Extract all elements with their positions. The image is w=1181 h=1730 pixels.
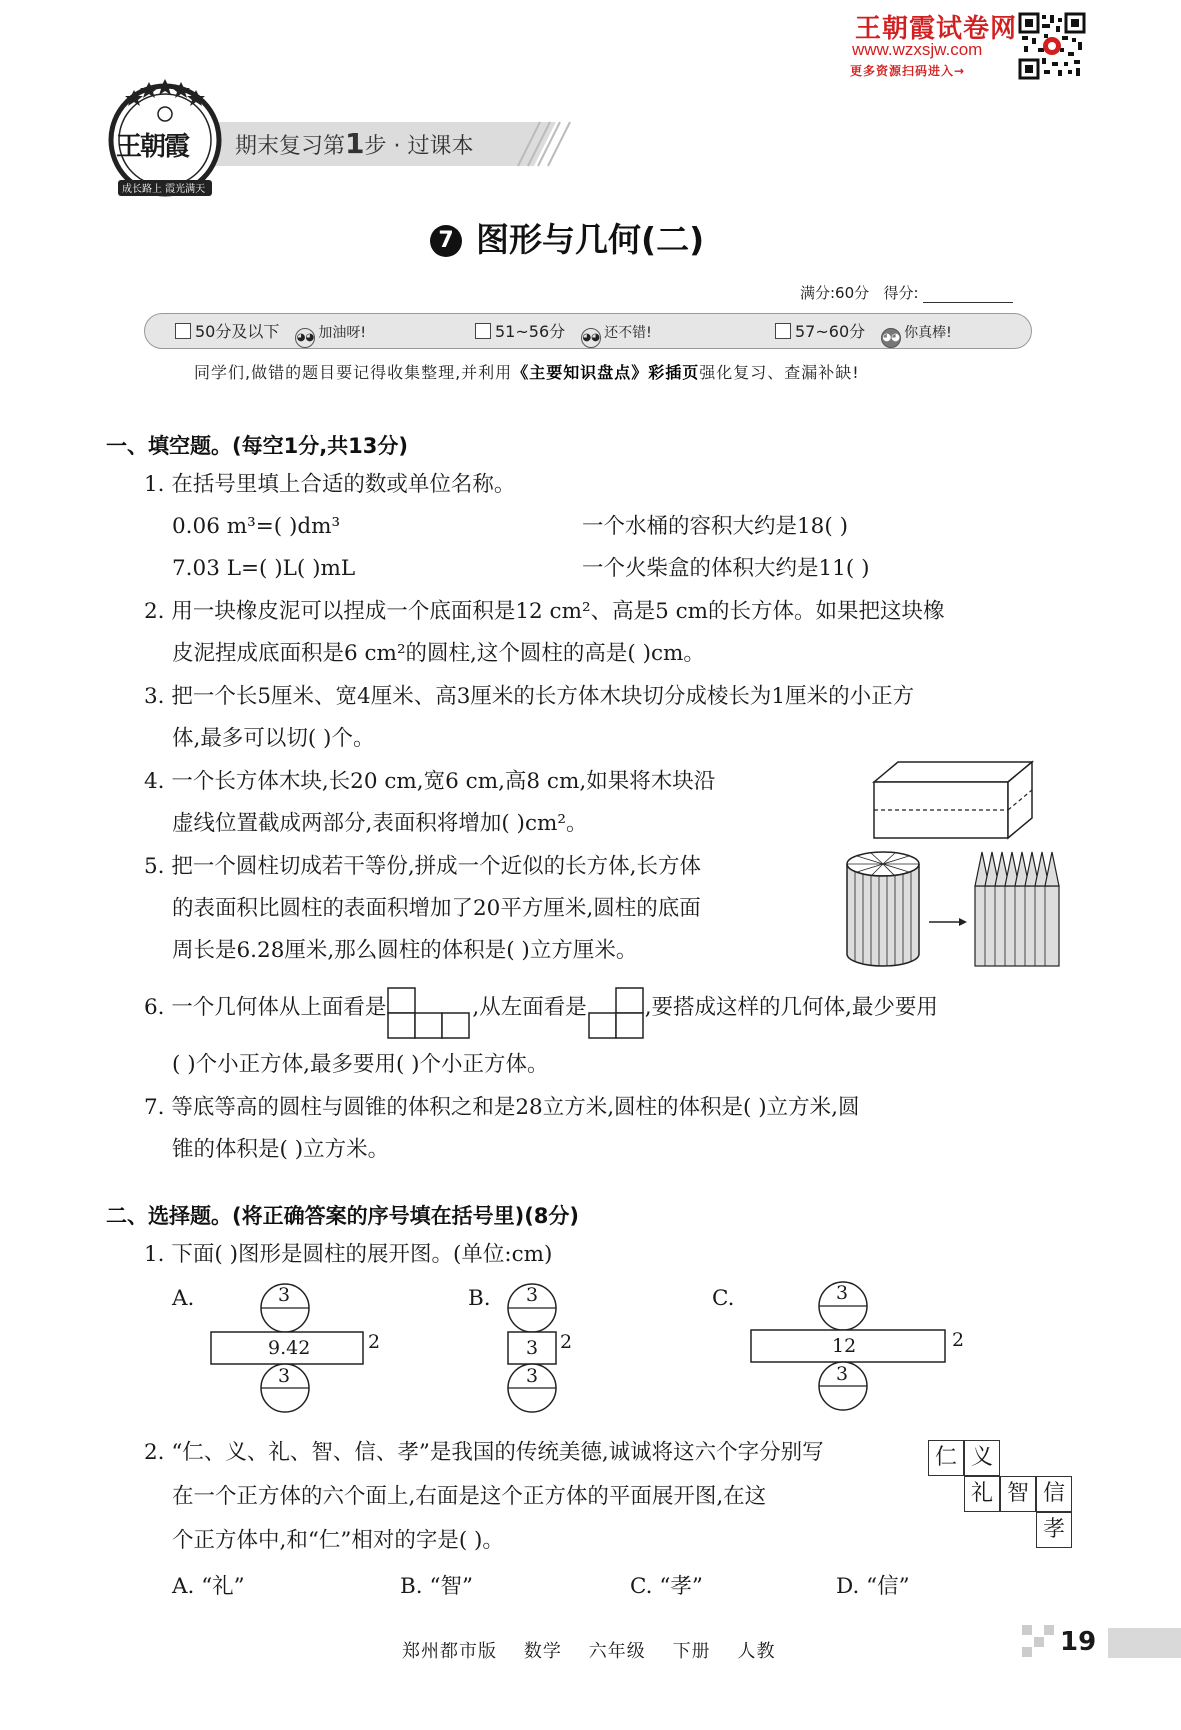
smiley-face-icon: ◕◕	[581, 328, 601, 348]
question-6-line2: ( )个小正方体,最多要用( )个小正方体。	[172, 1052, 549, 1077]
checkbox[interactable]	[775, 323, 791, 339]
option-a-mid: 9.42	[268, 1337, 311, 1359]
rating-bar	[144, 313, 1032, 349]
question-1b: 一个水桶的容积大约是18( )	[582, 514, 848, 539]
option-b-top: 3	[526, 1284, 539, 1306]
option-a-bottom: 3	[278, 1365, 291, 1387]
net-face: 信	[1036, 1476, 1072, 1512]
option-c-mid: 12	[832, 1335, 857, 1357]
smiley-face-icon: ◕◕	[881, 328, 901, 348]
question-4-line2: 虚线位置截成两部分,表面积将增加( )cm²。	[172, 811, 588, 836]
logo-text: 王朝霞	[116, 132, 189, 162]
option-b-net	[505, 1282, 585, 1414]
brand-url[interactable]: www.wzxsjw.com	[852, 40, 983, 59]
question-2-line1: 2. 用一块橡皮泥可以捏成一个底面积是12 cm²、高是5 cm的长方体。如果把这块橡	[144, 599, 945, 624]
choice-question-2-line3: 个正方体中,和“仁”相对的字是( )。	[172, 1528, 504, 1553]
question-3-line2: 体,最多可以切( )个。	[172, 726, 375, 751]
question-5-line3: 周长是6.28厘米,那么圆柱的体积是( )立方厘米。	[172, 938, 638, 963]
page-number: 19	[1060, 1627, 1097, 1657]
question-1-stem: 1. 在括号里填上合适的数或单位名称。	[144, 472, 516, 497]
question-6-line1: 6. 一个几何体从上面看是 ,从左面看是 ,要搭成这样的几何体,最少要用	[144, 986, 938, 1040]
cylinder-to-cuboid-figure	[845, 850, 1065, 970]
question-1a: 0.06 m³=( )dm³	[172, 514, 341, 539]
option-c-top: 3	[836, 1282, 849, 1304]
choice-c[interactable]: C. “孝”	[630, 1574, 703, 1599]
logo-slogan: 成长路上 霞光满天	[122, 184, 206, 195]
choice-b[interactable]: B. “智”	[400, 1574, 473, 1599]
option-b-bottom: 3	[526, 1365, 539, 1387]
checkbox[interactable]	[475, 323, 491, 339]
section-number: 7	[430, 225, 462, 257]
option-c-label[interactable]: C.	[712, 1286, 735, 1311]
brand-title: 王朝霞试卷网	[855, 14, 1018, 44]
page-bar	[1108, 1628, 1181, 1658]
question-3-line1: 3. 把一个长5厘米、宽4厘米、高3厘米的长方体木块切分成棱长为1厘米的小正方	[144, 684, 915, 709]
rating-item-mid: 51~56分 ◕◕ 还不错!	[475, 319, 652, 348]
left-view-figure	[587, 986, 645, 1040]
choice-question-2-line1: 2. “仁、义、礼、智、信、孝”是我国的传统美德,诚诚将这六个字分别写	[144, 1440, 824, 1465]
option-b-mid: 3	[526, 1337, 539, 1359]
brand-logo	[104, 76, 226, 206]
question-2-line2: 皮泥捏成底面积是6 cm²的圆柱,这个圆柱的高是( )cm。	[172, 641, 705, 666]
part2-heading: 二、选择题。(将正确答案的序号填在括号里)(8分)	[106, 1204, 580, 1228]
part1-heading: 一、填空题。(每空1分,共13分)	[106, 434, 409, 458]
qr-code-icon[interactable]	[1018, 12, 1086, 80]
question-4-line1: 4. 一个长方体木块,长20 cm,宽6 cm,高8 cm,如果将木块沿	[144, 769, 716, 794]
net-face: 礼	[964, 1476, 1000, 1512]
choice-d[interactable]: D. “信”	[836, 1574, 910, 1599]
page-title: 7 图形与几何(二)	[430, 214, 704, 261]
net-face: 智	[1000, 1476, 1036, 1512]
page-corner-squares-icon	[1022, 1625, 1054, 1657]
footer-edition: 郑州都市版 数学 六年级 下册 人教	[402, 1641, 776, 1662]
option-b-label[interactable]: B.	[468, 1286, 491, 1311]
banner-text: 期末复习第1步 · 过课本	[235, 127, 474, 160]
rating-item-high: 57~60分 ◕◕ 你真棒!	[775, 319, 952, 348]
cuboid-figure	[872, 760, 1040, 840]
rating-item-low: 50分及以下 ◕◕ 加油呀!	[175, 319, 366, 348]
question-5-line2: 的表面积比圆柱的表面积增加了20平方厘米,圆柱的底面	[172, 896, 701, 921]
net-face: 仁	[928, 1440, 964, 1476]
choice-question-2-line2: 在一个正方体的六个面上,右面是这个正方体的平面展开图,在这	[172, 1484, 767, 1509]
net-face: 义	[964, 1440, 1000, 1476]
question-7-line2: 锥的体积是( )立方米。	[172, 1137, 390, 1162]
option-a-label[interactable]: A.	[172, 1286, 195, 1311]
question-1d: 一个火柴盒的体积大约是11( )	[582, 556, 870, 581]
choice-question-1-stem: 1. 下面( )图形是圆柱的展开图。(单位:cm)	[144, 1242, 553, 1267]
checkbox[interactable]	[175, 323, 191, 339]
score-line: 满分:60分 得分:	[800, 282, 1013, 303]
top-view-figure	[386, 986, 472, 1040]
smiley-face-icon: ◕◕	[295, 328, 315, 348]
question-7-line1: 7. 等底等高的圆柱与圆锥的体积之和是28立方米,圆柱的体积是( )立方米,圆	[144, 1095, 860, 1120]
option-c-bottom: 3	[836, 1363, 849, 1385]
score-input[interactable]	[923, 284, 1013, 303]
study-tip: 同学们,做错的题目要记得收集整理,并利用《主要知识盘点》彩插页强化复习、查漏补缺!	[194, 363, 860, 382]
option-a-side: 2	[368, 1331, 381, 1353]
brand-scan-text: 更多资源扫码进入→	[850, 64, 966, 78]
net-face: 孝	[1036, 1512, 1072, 1548]
question-1c: 7.03 L=( )L( )mL	[172, 556, 356, 581]
question-5-line1: 5. 把一个圆柱切成若干等份,拼成一个近似的长方体,长方体	[144, 854, 702, 879]
option-a-top: 3	[278, 1284, 291, 1306]
choice-a[interactable]: A. “礼”	[172, 1574, 245, 1599]
option-b-side: 2	[560, 1331, 573, 1353]
option-c-side: 2	[952, 1329, 965, 1351]
